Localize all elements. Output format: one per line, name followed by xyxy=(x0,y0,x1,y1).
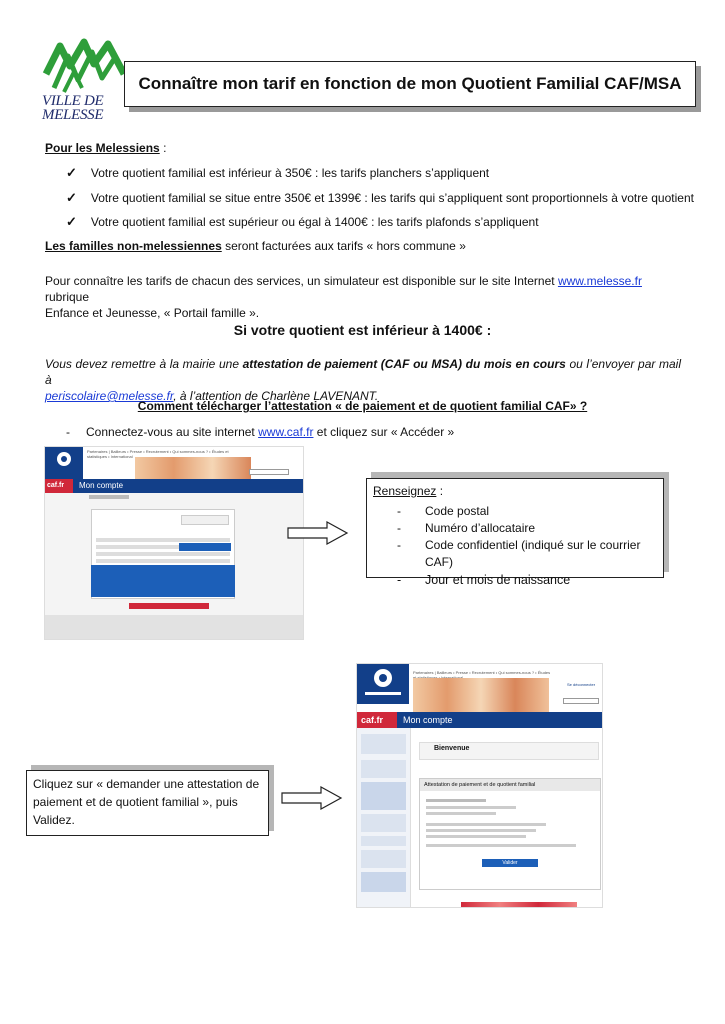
list-item: - Jour et mois de naissance xyxy=(397,571,663,589)
intro-line: Pour les Melessiens : xyxy=(45,141,167,155)
valider-button[interactable]: Valider xyxy=(482,859,538,867)
cliquez-box xyxy=(26,770,269,836)
family-banner-image xyxy=(413,678,549,712)
family-banner-image xyxy=(135,457,251,481)
caf-logo-block xyxy=(357,664,409,704)
non-residents-line: Les familles non-melessiennes seront facturées aux tarifs « hors commune » xyxy=(45,239,466,253)
account-sidebar xyxy=(357,728,411,908)
email-link[interactable]: periscolaire@melesse.fr xyxy=(45,389,174,403)
cliquez-text: Cliquez sur « demander une attestation de paiement et de quotient familial », puis Validez. xyxy=(33,777,260,827)
simulator-paragraph: Pour connaître les tarifs de chacun des services, un simulateur est disponible sur le site Internet www.melesse.fr rubrique Enfance et Jeunesse, « Portail famille ». xyxy=(45,274,642,320)
caf-account-screenshot: Partenaires | Bailleurs • Presse • Recrutement • Qui sommes-nous ? • Études Se déconnecter caf.fr Mon compte Bienvenue Attestation de paiement et de quotient familial Valider xyxy=(356,663,603,908)
bullet-1: ✓ Votre quotient familial est inférieur à 350€ : les tarifs planchers s’appliquent xyxy=(66,165,490,180)
page-title: Connaître mon tarif en fonction de mon Quotient Familial CAF/MSA xyxy=(138,74,682,93)
search-input[interactable] xyxy=(249,469,289,475)
bullet-3: ✓ Votre quotient familial est supérieur ou égal à 1400€ : les tarifs plafonds s’appliquent xyxy=(66,214,539,229)
caf-login-screenshot: Partenaires | Bailleurs • Presse • Recrutement • Qui sommes-nous ? • Études et statistiques • International caf.fr Mon compte xyxy=(44,446,304,640)
attestation-panel: Attestation de paiement et de quotient familial Valider xyxy=(419,778,601,890)
checkmark-icon: ✓ xyxy=(66,214,77,229)
renseignez-list xyxy=(367,503,663,589)
howto-title: Comment télécharger l’attestation « de paiement et de quotient familial CAF» ? xyxy=(137,399,588,413)
bullet-2: ✓ Votre quotient familial se situe entre 350€ et 1399€ : les tarifs qui s’appliquent sont proportionnels à votre quotient xyxy=(66,190,694,205)
checkmark-icon: ✓ xyxy=(66,165,77,180)
renseignez-title: Renseignez : xyxy=(373,484,444,498)
search-input[interactable] xyxy=(563,698,599,704)
acceder-button[interactable] xyxy=(179,543,231,551)
info-banner xyxy=(91,565,235,597)
renseignez-box xyxy=(366,478,664,587)
site-footer xyxy=(45,615,304,640)
intro-label: Pour les Melessiens xyxy=(45,141,160,155)
list-item: - Numéro d’allocataire xyxy=(397,520,663,537)
instruction-paragraph: Vous devez remettre à la mairie une attestation de paiement (CAF ou MSA) du mois en cours ou l’envoyer par mail à periscolaire@melesse.fr, à l’attention de Charlène LAVENANT. xyxy=(45,357,681,403)
melesse-link[interactable]: www.melesse.fr xyxy=(557,274,642,288)
caf-link[interactable]: www.caf.fr xyxy=(258,425,314,439)
right-arrow-icon xyxy=(287,521,349,545)
right-arrow-icon xyxy=(281,786,343,810)
step-1: - Connectez-vous au site internet www.caf.fr et cliquez sur « Accéder » xyxy=(66,425,455,439)
checkmark-icon: ✓ xyxy=(66,190,77,205)
list-item: - Code postal xyxy=(397,503,663,520)
logo-text: VILLE DE MELESSE xyxy=(42,93,104,123)
title-box xyxy=(124,61,696,107)
list-item: - Code confidentiel (indiqué sur le courrier CAF) xyxy=(397,537,663,571)
section-heading: Si votre quotient est inférieur à 1400€ : xyxy=(233,322,492,338)
caf-logo-block xyxy=(45,447,83,479)
